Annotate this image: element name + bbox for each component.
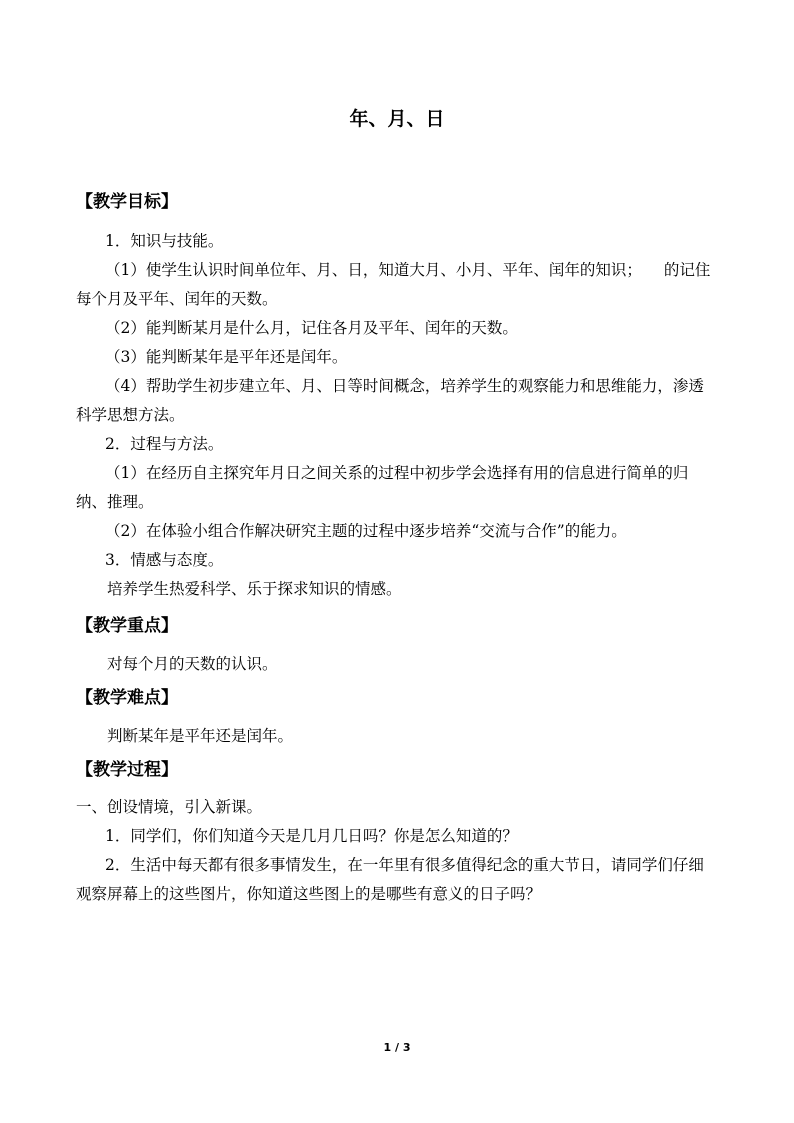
text-span: （1）使学生认识时间单位年、月、日，知道大月、小月、平年、闰年的知识； xyxy=(105,261,642,279)
objectives-body xyxy=(76,227,736,604)
difficulties-section xyxy=(76,686,736,710)
page-title: 年、月、日 xyxy=(349,108,445,130)
section-heading-objectives: 【教学目标】 xyxy=(76,192,178,212)
subheading-knowledge: 1．知识与技能。 xyxy=(105,232,224,250)
page-number: 1 / 3 xyxy=(383,1041,411,1054)
section-heading-key-points: 【教学重点】 xyxy=(76,616,178,636)
paragraph-line: （1）在经历自主探究年月日之间关系的过程中初步学会选择有用的信息进行简单的归 xyxy=(105,464,689,482)
paragraph-line: 科学思想方法。 xyxy=(76,406,185,424)
difficulties-body xyxy=(76,722,736,751)
procedure-body xyxy=(76,793,736,909)
procedure-section xyxy=(76,758,736,782)
section-heading-procedure: 【教学过程】 xyxy=(76,760,178,780)
step-heading: 一、创设情境，引入新课。 xyxy=(76,798,263,816)
paragraph-line: 每个月及平年、闰年的天数。 xyxy=(76,290,278,308)
objectives-section xyxy=(76,190,736,214)
text-span: 的记住 xyxy=(663,261,711,279)
paragraph-line: （3）能判断某年是平年还是闰年。 xyxy=(105,348,348,366)
paragraph-line: （2）能判断某月是什么月，记住各月及平年、闰年的天数。 xyxy=(105,319,518,337)
paragraph-line: （2）在体验小组合作解决研究主题的过程中逐步培养“交流与合作”的能力。 xyxy=(105,522,627,540)
key-points-section xyxy=(76,614,736,638)
paragraph-line: 培养学生热爱科学、乐于探求知识的情感。 xyxy=(107,580,402,598)
key-points-body xyxy=(76,650,736,679)
paragraph-line: 纳、推理。 xyxy=(76,493,154,511)
paragraph-line xyxy=(76,256,736,285)
paragraph-line: 观察屏幕上的这些图片，你知道这些图上的是哪些有意义的日子吗？ xyxy=(76,885,542,903)
subheading-emotion: 3．情感与态度。 xyxy=(105,551,224,569)
section-heading-difficulties: 【教学难点】 xyxy=(76,688,178,708)
paragraph-line: 1．同学们，你们知道今天是几月几日吗？你是怎么知道的？ xyxy=(105,827,518,845)
paragraph-line: （4）帮助学生初步建立年、月、日等时间概念，培养学生的观察能力和思维能力，渗透 xyxy=(105,377,704,395)
paragraph-line: 对每个月的天数的认识。 xyxy=(107,655,278,673)
subheading-process: 2．过程与方法。 xyxy=(105,435,224,453)
paragraph-line: 判断某年是平年还是闰年。 xyxy=(107,727,294,745)
paragraph-line: 2．生活中每天都有很多事情发生，在一年里有很多值得纪念的重大节日，请同学们仔细 xyxy=(105,856,704,874)
